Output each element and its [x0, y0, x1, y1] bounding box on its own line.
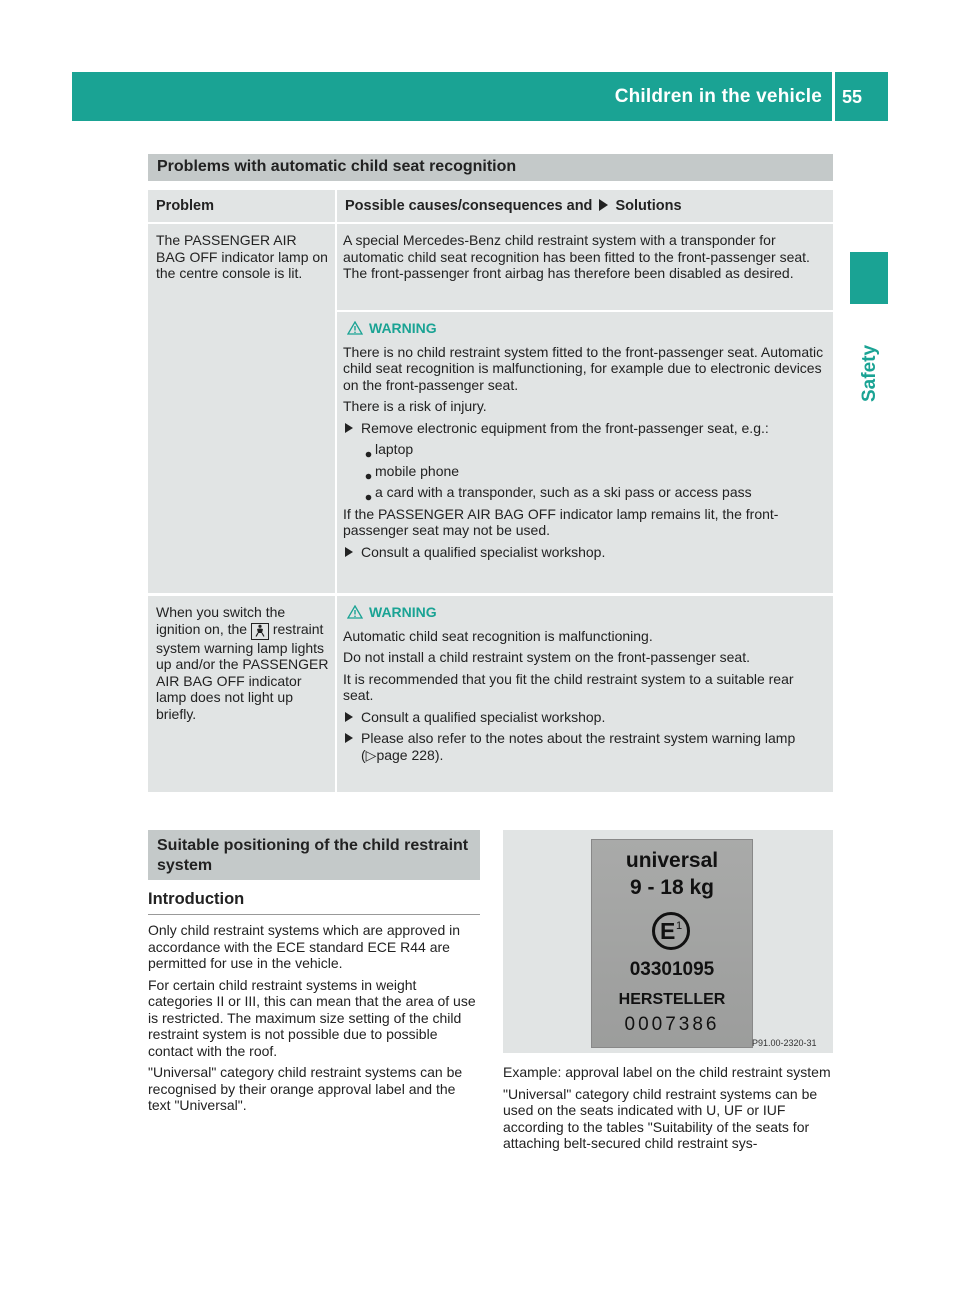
label-manufacturer: HERSTELLER [618, 991, 726, 1008]
solution-cell-2 [337, 596, 833, 792]
warning-heading-2 [343, 604, 827, 621]
intro-paragraph-3: "Universal" category child restraint systems can be recognised by their orange approval label and the text "Universal". [148, 1064, 463, 1113]
instruction-arrow-icon [345, 733, 353, 743]
side-tab-marker [850, 252, 888, 304]
solution-cell-1 [337, 312, 833, 593]
bullet-icon [365, 488, 372, 495]
e-mark-letter: E [660, 918, 676, 944]
warning-triangle-icon [347, 321, 363, 335]
page-ref-icon: ▷ [365, 746, 377, 763]
e-mark-number: 1 [676, 920, 683, 932]
instruction-text-2: Consult a qualified specialist workshop. [361, 543, 606, 560]
bullet-text: laptop [375, 441, 414, 457]
bullet-text: a card with a transponder, such as a ski pass or access pass [375, 484, 752, 500]
page-number: 55 [842, 87, 863, 107]
instruction-arrow-icon [345, 423, 353, 433]
figure-paragraph: "Universal" category child restraint systems can be used on the seats indicated with U, UF or IUF according to the tables "Suitability of the seats for attaching belt-secured child restraint sys- [503, 1085, 818, 1151]
bullet-text: mobile phone [375, 462, 460, 479]
warning-text-3: If the PASSENGER AIR BAG OFF indicator lamp remains lit, the front-passenger seat may not be used. [343, 505, 779, 538]
e-mark-icon [651, 911, 691, 951]
figure-caption: Example: approval label on the child restraint system [503, 1064, 831, 1080]
row2-text-1: Automatic child seat recognition is malfunctioning. [343, 627, 653, 644]
column-header-solutions-text-2: Solutions [615, 198, 682, 214]
bullet-item [343, 441, 827, 458]
column-header-problem: Problem [148, 190, 335, 222]
bullet-icon [365, 467, 372, 474]
warning-label-1: WARNING [369, 320, 437, 336]
page-reference-link[interactable]: page 228). [376, 746, 444, 763]
row2-text-3: It is recommended that you fit the child restraint system to a suitable rear seat. [343, 670, 794, 703]
introduction-body [148, 922, 480, 1119]
instruction-2 [343, 544, 827, 561]
row2-instruction-text-1: Consult a qualified specialist workshop. [361, 708, 606, 725]
table-title: Problems with automatic child seat recognition [148, 154, 833, 181]
bullet-item [343, 484, 827, 501]
instruction-arrow-icon [599, 199, 608, 211]
intro-paragraph-1: Only child restraint systems which are approved in accordance with the ECE standard ECE R44 are permitted for use in the vehicle. [148, 922, 461, 971]
row2-instruction-text-2: Please also refer to the notes about the restraint system warning lamp ( [361, 730, 796, 763]
restraint-system-icon [251, 623, 269, 640]
solution-intro-cell [337, 224, 833, 310]
instruction-text-1: Remove electronic equipment from the front-passenger seat, e.g.: [361, 419, 769, 436]
row2-instruction-1 [343, 709, 827, 726]
warning-text-1: There is no child restraint system fitted to the front-passenger seat. Automatic child seat recognition is malfunctioning, for example due to electronic devices on the front-passenger seat. [343, 343, 824, 393]
instruction-arrow-icon [345, 547, 353, 557]
introduction-heading: Introduction [148, 890, 245, 908]
problem-cell-2 [148, 596, 335, 792]
solution-intro-text: A special Mercedes-Benz child restraint system with a transponder for automatic child seat recognition has been fitted to the front-passenger seat. The front-passenger front airbag has therefore been disabled as desired. [343, 232, 810, 281]
warning-text-2: There is a risk of injury. [343, 398, 487, 414]
instruction-arrow-icon [345, 712, 353, 722]
bullet-icon [365, 445, 372, 452]
problem-text-2b: restraint system warning lamp lights up and/or the PASSENGER AIR BAG OFF indicator lamp does not light up briefly. [156, 620, 329, 722]
row2-text-2: Do not install a child restraint system on the front-passenger seat. [343, 649, 750, 665]
label-universal-text: universal [625, 849, 719, 872]
label-weight-text: 9 - 18 kg [629, 876, 715, 899]
header-divider [832, 72, 835, 121]
section-title: Suitable positioning of the child restraint system [148, 830, 480, 880]
bullet-item [343, 463, 827, 480]
label-serial-number: 0007386 [624, 1014, 720, 1035]
figure-body [503, 1064, 833, 1157]
heading-rule [148, 914, 480, 915]
page-header-title: Children in the vehicle [614, 86, 822, 107]
figure-reference: P91.00-2320-31 [752, 1038, 817, 1048]
label-approval-code: 03301095 [629, 959, 715, 980]
row2-instruction-2 [343, 730, 827, 763]
warning-heading-1 [343, 320, 827, 337]
warning-triangle-icon [347, 605, 363, 619]
column-header-solutions [337, 190, 833, 222]
instruction-1 [343, 420, 827, 437]
warning-label-2: WARNING [369, 604, 437, 620]
problem-text-1: The PASSENGER AIR BAG OFF indicator lamp on the centre console is lit. [156, 232, 328, 281]
problem-cell-1 [148, 224, 335, 593]
problem-text-2a: When you switch the ignition on, the [156, 604, 286, 637]
intro-paragraph-2: For certain child restraint systems in weight categories II or III, this can mean that the area of use is restricted. The maximum size setting of the child restraint system is not possible due to possible contact with the roof. [148, 976, 476, 1059]
column-header-solutions-text: Possible causes/consequences and [345, 198, 593, 214]
approval-label-image [591, 839, 753, 1048]
side-tab-label: Safety [859, 344, 880, 402]
